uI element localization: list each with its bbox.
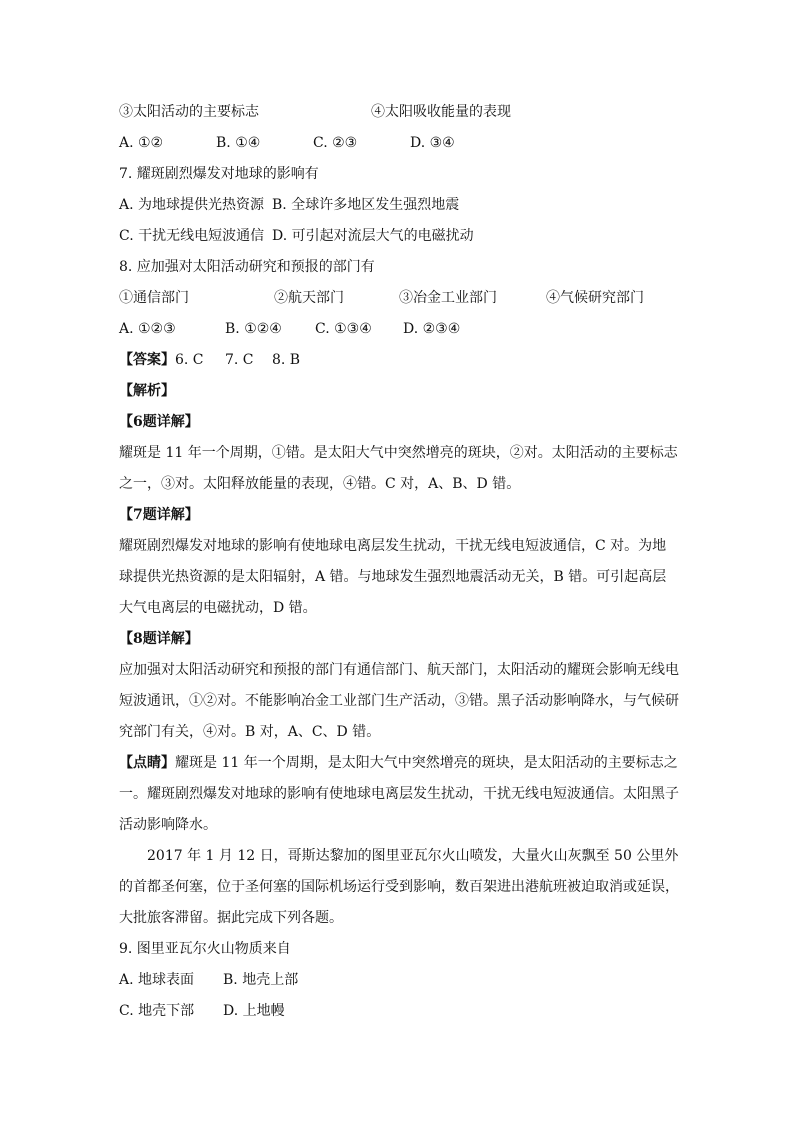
detail-6-heading: 【6题详解】 [119, 414, 199, 430]
q9-option-b: B. 地壳上部 [223, 972, 299, 988]
q8-item-4: ④气候研究部门 [546, 290, 644, 306]
q8-item-3: ③冶金工业部门 [399, 290, 497, 306]
q6-option-c: C. ②③ [313, 135, 358, 151]
q9-options-row-2 [119, 996, 679, 1027]
q6-option-a: A. ①② [119, 135, 164, 151]
q9-options-row-1 [119, 965, 679, 996]
q9-option-c: C. 地壳下部 [119, 1003, 195, 1019]
detail-8-text: 应加强对太阳活动研究和预报的部门有通信部门、航天部门，太阳活动的耀斑会影响无线电短波通讯，①②对。不能影响冶金工业部门生产活动，③错。黑子活动影响降水，与气候研究部门有关，④对。B 对，A、C、D 错。 [119, 662, 679, 740]
detail-8-heading: 【8题详解】 [119, 631, 199, 647]
q6-items-row [119, 97, 679, 128]
q6-item-4: ④太阳吸收能量的表现 [371, 104, 511, 120]
q6-item-3: ③太阳活动的主要标志 [119, 104, 259, 120]
q8-option-a: A. ①②③ [119, 321, 176, 337]
pointer-paragraph [119, 748, 679, 841]
q7-option-b: B. 全球许多地区发生强烈地震 [272, 197, 460, 213]
q8-item-1: ①通信部门 [119, 290, 189, 306]
q8-option-d: D. ②③④ [403, 321, 461, 337]
q7-options-row-1 [119, 190, 679, 221]
q9-option-d: D. 上地幔 [223, 1003, 285, 1019]
q6-option-b: B. ①④ [216, 135, 261, 151]
answer-q8: 8. B [272, 352, 301, 368]
q6-option-d: D. ③④ [410, 135, 455, 151]
q9-option-a: A. 地球表面 [119, 972, 195, 988]
q8-option-b: B. ①②④ [225, 321, 282, 337]
q6-options-row [119, 128, 679, 159]
q7-options-row-2 [119, 221, 679, 252]
detail-6-text: 耀斑是 11 年一个周期，①错。是太阳大气中突然增亮的斑块，②对。太阳活动的主要标志之一，③对。太阳释放能量的表现，④错。C 对，A、B、D 错。 [119, 445, 678, 492]
passage: 2017 年 1 月 12 日，哥斯达黎加的图里亚瓦尔火山喷发，大量火山灰飘至 50 公里外的首都圣何塞，位于圣何塞的国际机场运行受到影响，数百架进出港航班被迫取消或延误，大批旅客滞留。据此完成下列各题。 [119, 848, 679, 926]
q7-stem: 7. 耀斑剧烈爆发对地球的影响有 [119, 166, 319, 182]
answer-label: 【答案】 [119, 352, 175, 368]
q7-option-c: C. 干扰无线电短波通信 [119, 228, 265, 244]
q8-stem: 8. 应加强对太阳活动研究和预报的部门有 [119, 259, 375, 275]
detail-7-heading: 【7题详解】 [119, 507, 199, 523]
detail-7-text: 耀斑剧烈爆发对地球的影响有使地球电离层发生扰动，干扰无线电短波通信，C 对。为地球提供光热资源的是太阳辐射，A 错。与地球发生强烈地震活动无关，B 错。可引起高层大气电离层的电磁扰动，D 错。 [119, 538, 667, 616]
q7-option-d: D. 可引起对流层大气的电磁扰动 [272, 228, 474, 244]
document-body [119, 97, 679, 1027]
pointer-text: 耀斑是 11 年一个周期，是太阳大气中突然增亮的斑块，是太阳活动的主要标志之一。耀斑剧烈爆发对地球的影响有使地球电离层发生扰动，干扰无线电短波通信。太阳黑子活动影响降水。 [119, 755, 679, 833]
analysis-label: 【解析】 [119, 383, 175, 399]
q8-option-c: C. ①③④ [315, 321, 372, 337]
q8-options-row [119, 314, 679, 345]
answer-q7: 7. C [225, 352, 254, 368]
q8-item-2: ②航天部门 [274, 290, 344, 306]
q9-stem: 9. 图里亚瓦尔火山物质来自 [119, 941, 291, 957]
pointer-label: 【点睛】 [119, 755, 175, 771]
q7-option-a: A. 为地球提供光热资源 [119, 197, 265, 213]
q8-items-row [119, 283, 679, 314]
answer-q6: 6. C [175, 352, 204, 368]
answer-row [119, 345, 679, 376]
